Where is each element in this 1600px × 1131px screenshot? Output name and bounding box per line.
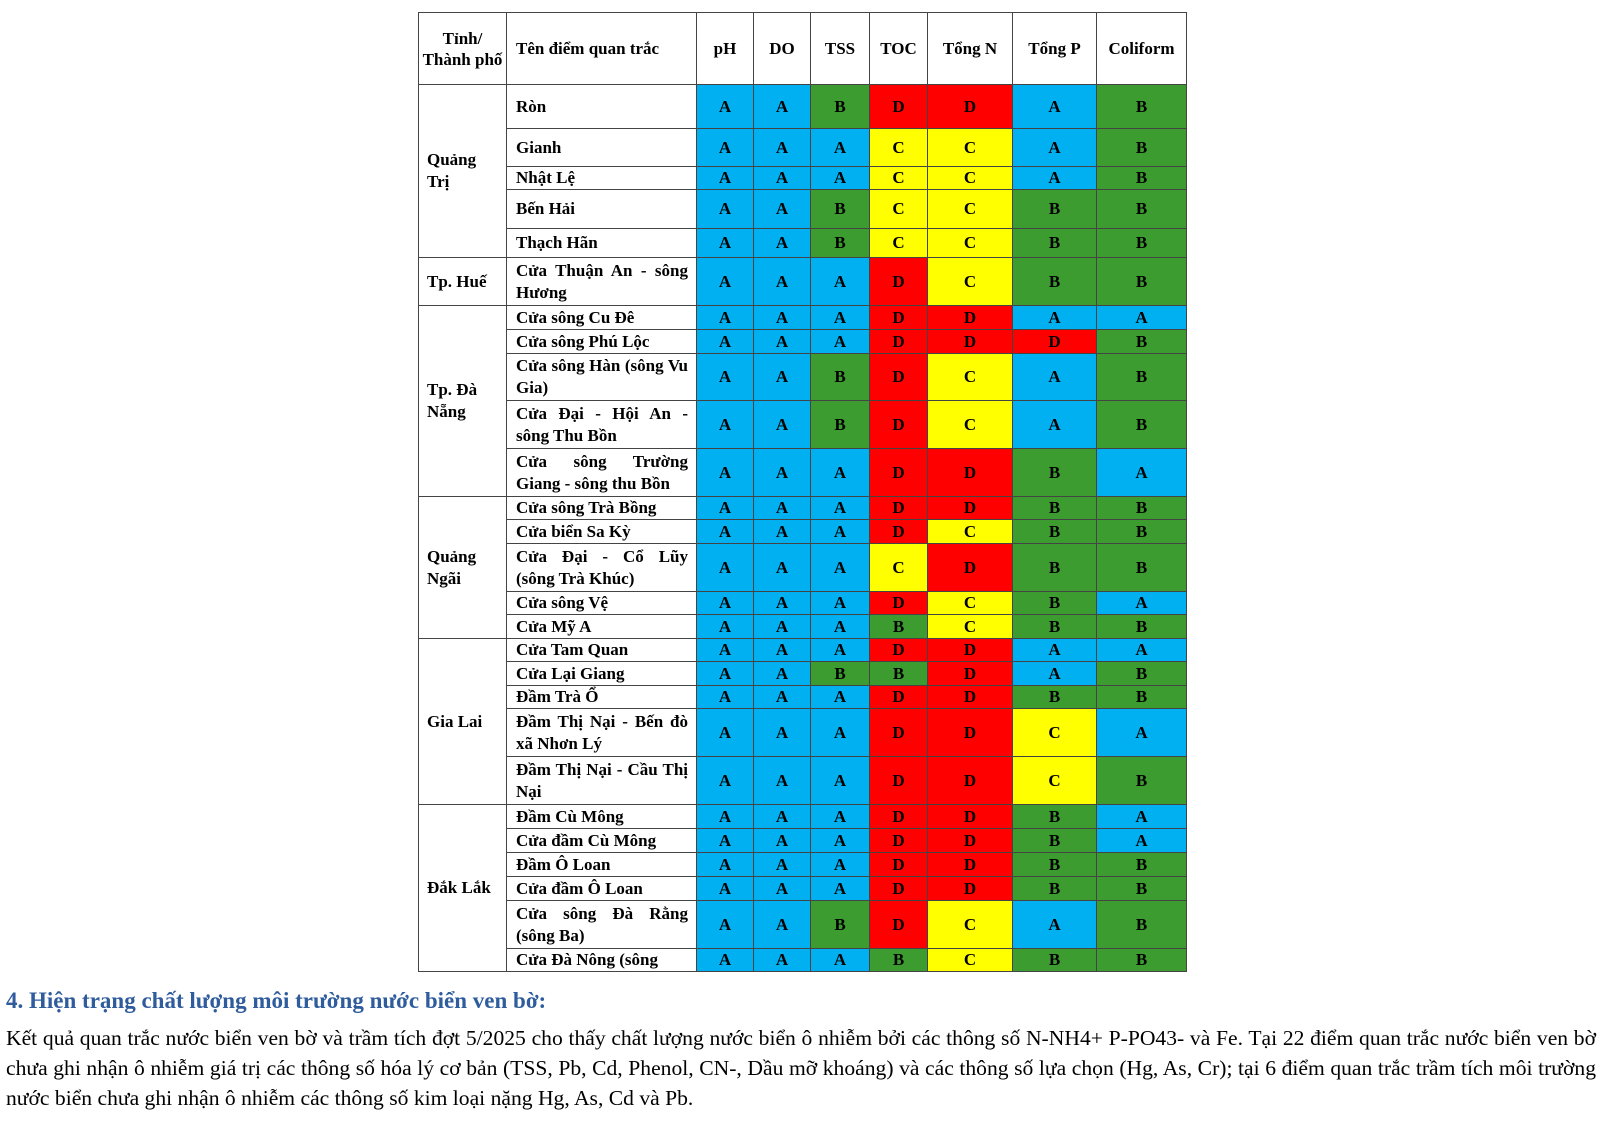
tss-value-cell: A <box>811 449 870 497</box>
site-name-cell <box>507 805 697 829</box>
site-name-cell <box>507 190 697 229</box>
total-p-value-cell: B <box>1013 258 1097 306</box>
ph-value-cell: A <box>697 167 754 190</box>
header-site: Tên điểm quan trắc <box>507 13 697 85</box>
tss-value-cell: B <box>811 85 870 129</box>
tss-value-cell: B <box>811 662 870 686</box>
do-value-cell: A <box>754 330 811 354</box>
ph-value-cell: A <box>697 401 754 449</box>
ph-value-cell: A <box>697 639 754 662</box>
site-name: Cửa sông Trường Giang - sông thu Bồn <box>516 451 688 493</box>
do-value-cell: A <box>754 449 811 497</box>
total-n-value-cell: D <box>928 853 1013 877</box>
ph-value-cell: A <box>697 449 754 497</box>
site-name-cell <box>507 615 697 639</box>
ph-value-cell: A <box>697 662 754 686</box>
table-row <box>419 167 1187 190</box>
site-name: Cửa đầm Cù Mông <box>516 830 657 850</box>
total-n-value-cell: D <box>928 686 1013 709</box>
do-value-cell: A <box>754 258 811 306</box>
total-p-value-cell: D <box>1013 330 1097 354</box>
coliform-value-cell: B <box>1097 497 1187 520</box>
total-n-value-cell: C <box>928 592 1013 615</box>
ph-value-cell: A <box>697 615 754 639</box>
coliform-value-cell: A <box>1097 829 1187 853</box>
site-name-cell <box>507 258 697 306</box>
table-row <box>419 829 1187 853</box>
toc-value-cell: D <box>870 306 928 330</box>
ph-value-cell: A <box>697 877 754 901</box>
toc-value-cell: B <box>870 615 928 639</box>
toc-value-cell: D <box>870 592 928 615</box>
tss-value-cell: A <box>811 757 870 805</box>
ph-value-cell: A <box>697 592 754 615</box>
site-name-cell <box>507 686 697 709</box>
do-value-cell: A <box>754 520 811 544</box>
water-quality-table <box>418 12 1187 972</box>
total-p-value-cell: A <box>1013 662 1097 686</box>
total-p-value-cell: C <box>1013 709 1097 757</box>
site-name: Cửa Lại Giang <box>516 663 625 683</box>
table-row <box>419 258 1187 306</box>
total-n-value-cell: C <box>928 615 1013 639</box>
table-row <box>419 306 1187 330</box>
total-n-value-cell: C <box>928 901 1013 949</box>
coliform-value-cell: B <box>1097 129 1187 167</box>
table-row <box>419 497 1187 520</box>
table-row <box>419 544 1187 592</box>
tss-value-cell: A <box>811 306 870 330</box>
table-row <box>419 853 1187 877</box>
ph-value-cell: A <box>697 901 754 949</box>
total-p-value-cell: A <box>1013 306 1097 330</box>
table-row <box>419 757 1187 805</box>
coliform-value-cell: B <box>1097 757 1187 805</box>
do-value-cell: A <box>754 949 811 972</box>
coliform-value-cell: B <box>1097 354 1187 401</box>
toc-value-cell: D <box>870 354 928 401</box>
total-p-value-cell: A <box>1013 901 1097 949</box>
ph-value-cell: A <box>697 497 754 520</box>
tss-value-cell: B <box>811 901 870 949</box>
ph-value-cell: A <box>697 258 754 306</box>
total-n-value-cell: C <box>928 949 1013 972</box>
site-name-cell <box>507 306 697 330</box>
table-row <box>419 520 1187 544</box>
toc-value-cell: D <box>870 901 928 949</box>
ph-value-cell: A <box>697 829 754 853</box>
coliform-value-cell: A <box>1097 805 1187 829</box>
site-name-cell <box>507 401 697 449</box>
toc-value-cell: C <box>870 190 928 229</box>
site-name-cell <box>507 709 697 757</box>
site-name-cell <box>507 129 697 167</box>
ph-value-cell: A <box>697 306 754 330</box>
tss-value-cell: A <box>811 949 870 972</box>
coliform-value-cell: A <box>1097 592 1187 615</box>
table-row <box>419 949 1187 972</box>
table-row <box>419 639 1187 662</box>
total-p-value-cell: A <box>1013 639 1097 662</box>
total-n-value-cell: D <box>928 709 1013 757</box>
table-header-row <box>419 13 1187 85</box>
site-name-cell <box>507 877 697 901</box>
tss-value-cell: A <box>811 639 870 662</box>
ph-value-cell: A <box>697 129 754 167</box>
site-name-cell <box>507 167 697 190</box>
total-n-value-cell: C <box>928 354 1013 401</box>
total-n-value-cell: D <box>928 544 1013 592</box>
do-value-cell: A <box>754 805 811 829</box>
table-row <box>419 709 1187 757</box>
total-p-value-cell: B <box>1013 805 1097 829</box>
ph-value-cell: A <box>697 85 754 129</box>
table-row <box>419 190 1187 229</box>
header-tss: TSS <box>811 13 870 85</box>
site-name-cell <box>507 949 697 972</box>
table-row <box>419 686 1187 709</box>
total-n-value-cell: D <box>928 805 1013 829</box>
coliform-value-cell: A <box>1097 639 1187 662</box>
province-cell: Gia Lai <box>419 639 507 805</box>
total-n-value-cell: D <box>928 639 1013 662</box>
do-value-cell: A <box>754 167 811 190</box>
coliform-value-cell: B <box>1097 949 1187 972</box>
total-n-value-cell: C <box>928 167 1013 190</box>
header-ph: pH <box>697 13 754 85</box>
total-p-value-cell: A <box>1013 401 1097 449</box>
site-name: Cửa Đại - Hội An - sông Thu Bồn <box>516 403 688 445</box>
ph-value-cell: A <box>697 330 754 354</box>
site-name-cell <box>507 662 697 686</box>
province-cell: Quảng Ngãi <box>419 497 507 639</box>
table-row <box>419 354 1187 401</box>
toc-value-cell: C <box>870 544 928 592</box>
toc-value-cell: D <box>870 520 928 544</box>
tss-value-cell: B <box>811 401 870 449</box>
total-n-value-cell: D <box>928 85 1013 129</box>
coliform-value-cell: B <box>1097 401 1187 449</box>
tss-value-cell: A <box>811 592 870 615</box>
section-paragraph: Kết quả quan trắc nước biển ven bờ và trầm tích đợt 5/2025 cho thấy chất lượng nước biển ô nhiễm bởi các thông số N-NH4+ P-PO43- và Fe. Tại 22 điểm quan trắc nước biển ven bờ chưa ghi nhận ô nhiễm giá trị các thông số hóa lý cơ bản (TSS, Pb, Cd, Phenol, CN-, Dầu mỡ khoáng) và các thông số lựa chọn (Hg, As, Cr); tại 6 điểm quan trắc trầm tích môi trường nước biển chưa ghi nhận ô nhiễm các thông số kim loại nặng Hg, As, Cd và Pb. <box>6 1026 1596 1110</box>
do-value-cell: A <box>754 401 811 449</box>
site-name: Bến Hải <box>516 199 576 218</box>
province-cell: Đắk Lắk <box>419 805 507 972</box>
total-p-value-cell: B <box>1013 829 1097 853</box>
total-p-value-cell: A <box>1013 354 1097 401</box>
do-value-cell: A <box>754 615 811 639</box>
toc-value-cell: D <box>870 85 928 129</box>
header-do: DO <box>754 13 811 85</box>
toc-value-cell: D <box>870 829 928 853</box>
tss-value-cell: A <box>811 709 870 757</box>
site-name: Đầm Cù Mông <box>516 806 624 826</box>
total-p-value-cell: C <box>1013 757 1097 805</box>
ph-value-cell: A <box>697 709 754 757</box>
tss-value-cell: A <box>811 544 870 592</box>
site-name-cell <box>507 757 697 805</box>
total-n-value-cell: C <box>928 190 1013 229</box>
site-name: Cửa sông Vệ <box>516 593 609 612</box>
site-name-cell <box>507 639 697 662</box>
total-p-value-cell: A <box>1013 85 1097 129</box>
site-name-cell <box>507 497 697 520</box>
total-p-value-cell: B <box>1013 686 1097 709</box>
toc-value-cell: D <box>870 258 928 306</box>
tss-value-cell: A <box>811 330 870 354</box>
ph-value-cell: A <box>697 686 754 709</box>
coliform-value-cell: B <box>1097 662 1187 686</box>
tss-value-cell: A <box>811 686 870 709</box>
site-name: Cửa sông Cu Đê <box>516 307 635 327</box>
table-row <box>419 615 1187 639</box>
total-p-value-cell: B <box>1013 449 1097 497</box>
site-name-cell <box>507 449 697 497</box>
site-name: Đầm Trà Ổ <box>516 687 599 706</box>
total-n-value-cell: D <box>928 829 1013 853</box>
coliform-value-cell: B <box>1097 853 1187 877</box>
site-name-cell <box>507 592 697 615</box>
site-name: Cửa sông Phú Lộc <box>516 331 650 351</box>
site-name: Cửa sông Đà Rằng (sông Ba) <box>516 903 688 945</box>
header-province: Tỉnh/ Thành phố <box>419 13 507 85</box>
total-n-value-cell: D <box>928 306 1013 330</box>
header-total-p: Tổng P <box>1013 13 1097 85</box>
total-n-value-cell: D <box>928 757 1013 805</box>
coliform-value-cell: B <box>1097 544 1187 592</box>
header-total-n: Tổng N <box>928 13 1013 85</box>
total-p-value-cell: B <box>1013 853 1097 877</box>
total-p-value-cell: B <box>1013 615 1097 639</box>
tss-value-cell: A <box>811 129 870 167</box>
site-name: Đầm Thị Nại - Cầu Thị Nại <box>516 759 688 801</box>
table-row <box>419 330 1187 354</box>
do-value-cell: A <box>754 354 811 401</box>
total-n-value-cell: D <box>928 877 1013 901</box>
ph-value-cell: A <box>697 949 754 972</box>
site-name-cell <box>507 853 697 877</box>
tss-value-cell: B <box>811 354 870 401</box>
site-name-cell <box>507 520 697 544</box>
do-value-cell: A <box>754 190 811 229</box>
table-row <box>419 449 1187 497</box>
table-row <box>419 805 1187 829</box>
toc-value-cell: B <box>870 949 928 972</box>
site-name-cell <box>507 85 697 129</box>
site-name: Đầm Ô Loan <box>516 854 611 874</box>
header-coliform: Coliform <box>1097 13 1187 85</box>
tss-value-cell: B <box>811 229 870 258</box>
do-value-cell: A <box>754 639 811 662</box>
table-row <box>419 901 1187 949</box>
total-p-value-cell: B <box>1013 949 1097 972</box>
total-n-value-cell: C <box>928 129 1013 167</box>
do-value-cell: A <box>754 592 811 615</box>
total-p-value-cell: B <box>1013 544 1097 592</box>
toc-value-cell: D <box>870 709 928 757</box>
site-name: Đầm Thị Nại - Bến đò xã Nhơn Lý <box>516 711 688 753</box>
coliform-value-cell: B <box>1097 615 1187 639</box>
toc-value-cell: D <box>870 497 928 520</box>
total-n-value-cell: C <box>928 520 1013 544</box>
site-name: Nhật Lệ <box>516 168 576 187</box>
site-name: Thạch Hãn <box>516 233 598 252</box>
table-body <box>419 85 1187 972</box>
table-row <box>419 592 1187 615</box>
total-p-value-cell: B <box>1013 877 1097 901</box>
toc-value-cell: B <box>870 662 928 686</box>
tss-value-cell: A <box>811 877 870 901</box>
do-value-cell: A <box>754 709 811 757</box>
do-value-cell: A <box>754 662 811 686</box>
tss-value-cell: A <box>811 520 870 544</box>
table-row <box>419 877 1187 901</box>
site-name-cell <box>507 330 697 354</box>
header-toc: TOC <box>870 13 928 85</box>
total-n-value-cell: C <box>928 229 1013 258</box>
do-value-cell: A <box>754 757 811 805</box>
site-name-cell <box>507 354 697 401</box>
province-cell: Tp. Huế <box>419 258 507 306</box>
total-n-value-cell: D <box>928 330 1013 354</box>
site-name: Ròn <box>516 96 547 116</box>
toc-value-cell: D <box>870 401 928 449</box>
total-n-value-cell: D <box>928 497 1013 520</box>
province-cell: Quảng Trị <box>419 85 507 258</box>
tss-value-cell: A <box>811 497 870 520</box>
toc-value-cell: D <box>870 686 928 709</box>
coliform-value-cell: B <box>1097 877 1187 901</box>
do-value-cell: A <box>754 229 811 258</box>
coliform-value-cell: B <box>1097 686 1187 709</box>
coliform-value-cell: B <box>1097 85 1187 129</box>
table-row <box>419 662 1187 686</box>
tss-value-cell: A <box>811 853 870 877</box>
site-name: Cửa đầm Ô Loan <box>516 878 643 898</box>
site-name: Cửa biển Sa Kỳ <box>516 521 631 541</box>
ph-value-cell: A <box>697 853 754 877</box>
tss-value-cell: A <box>811 805 870 829</box>
site-name-cell <box>507 229 697 258</box>
coliform-value-cell: B <box>1097 190 1187 229</box>
total-p-value-cell: B <box>1013 520 1097 544</box>
do-value-cell: A <box>754 497 811 520</box>
site-name: Cửa Tam Quan <box>516 640 629 659</box>
ph-value-cell: A <box>697 805 754 829</box>
coliform-value-cell: B <box>1097 330 1187 354</box>
do-value-cell: A <box>754 306 811 330</box>
ph-value-cell: A <box>697 190 754 229</box>
coliform-value-cell: B <box>1097 901 1187 949</box>
table-row <box>419 129 1187 167</box>
toc-value-cell: D <box>870 449 928 497</box>
total-p-value-cell: A <box>1013 167 1097 190</box>
toc-value-cell: D <box>870 805 928 829</box>
section-heading: 4. Hiện trạng chất lượng môi trường nước biển ven bờ: <box>6 988 547 1013</box>
tss-value-cell: A <box>811 829 870 853</box>
toc-value-cell: D <box>870 330 928 354</box>
toc-value-cell: C <box>870 229 928 258</box>
toc-value-cell: C <box>870 167 928 190</box>
coliform-value-cell: B <box>1097 258 1187 306</box>
do-value-cell: A <box>754 544 811 592</box>
total-n-value-cell: C <box>928 401 1013 449</box>
site-name: Cửa Đà Nông (sông <box>516 950 658 969</box>
do-value-cell: A <box>754 853 811 877</box>
do-value-cell: A <box>754 129 811 167</box>
site-name: Cửa Đại - Cổ Lũy (sông Trà Khúc) <box>516 546 688 588</box>
toc-value-cell: D <box>870 639 928 662</box>
table-row <box>419 85 1187 129</box>
table-row <box>419 401 1187 449</box>
toc-value-cell: D <box>870 877 928 901</box>
tss-value-cell: A <box>811 615 870 639</box>
do-value-cell: A <box>754 877 811 901</box>
province-cell: Tp. Đà Nẵng <box>419 306 507 497</box>
site-name-cell <box>507 829 697 853</box>
ph-value-cell: A <box>697 520 754 544</box>
total-p-value-cell: B <box>1013 497 1097 520</box>
total-p-value-cell: B <box>1013 190 1097 229</box>
coliform-value-cell: A <box>1097 306 1187 330</box>
coliform-value-cell: B <box>1097 520 1187 544</box>
toc-value-cell: D <box>870 757 928 805</box>
total-n-value-cell: C <box>928 258 1013 306</box>
total-p-value-cell: B <box>1013 592 1097 615</box>
site-name: Cửa sông Hàn (sông Vu Gia) <box>516 356 688 397</box>
ph-value-cell: A <box>697 757 754 805</box>
toc-value-cell: C <box>870 129 928 167</box>
total-n-value-cell: D <box>928 662 1013 686</box>
tss-value-cell: A <box>811 258 870 306</box>
total-n-value-cell: D <box>928 449 1013 497</box>
coliform-value-cell: B <box>1097 167 1187 190</box>
site-name: Cửa Thuận An - sông Hương <box>516 260 688 302</box>
coliform-value-cell: A <box>1097 449 1187 497</box>
do-value-cell: A <box>754 686 811 709</box>
ph-value-cell: A <box>697 229 754 258</box>
coliform-value-cell: A <box>1097 709 1187 757</box>
coliform-value-cell: B <box>1097 229 1187 258</box>
site-name-cell <box>507 901 697 949</box>
site-name: Cửa sông Trà Bồng <box>516 498 657 517</box>
total-p-value-cell: B <box>1013 229 1097 258</box>
site-name-cell <box>507 544 697 592</box>
total-p-value-cell: A <box>1013 129 1097 167</box>
table-row <box>419 229 1187 258</box>
do-value-cell: A <box>754 829 811 853</box>
tss-value-cell: A <box>811 167 870 190</box>
site-name: Gianh <box>516 137 562 157</box>
ph-value-cell: A <box>697 354 754 401</box>
tss-value-cell: B <box>811 190 870 229</box>
ph-value-cell: A <box>697 544 754 592</box>
do-value-cell: A <box>754 85 811 129</box>
toc-value-cell: D <box>870 853 928 877</box>
site-name: Cửa Mỹ A <box>516 616 592 636</box>
do-value-cell: A <box>754 901 811 949</box>
